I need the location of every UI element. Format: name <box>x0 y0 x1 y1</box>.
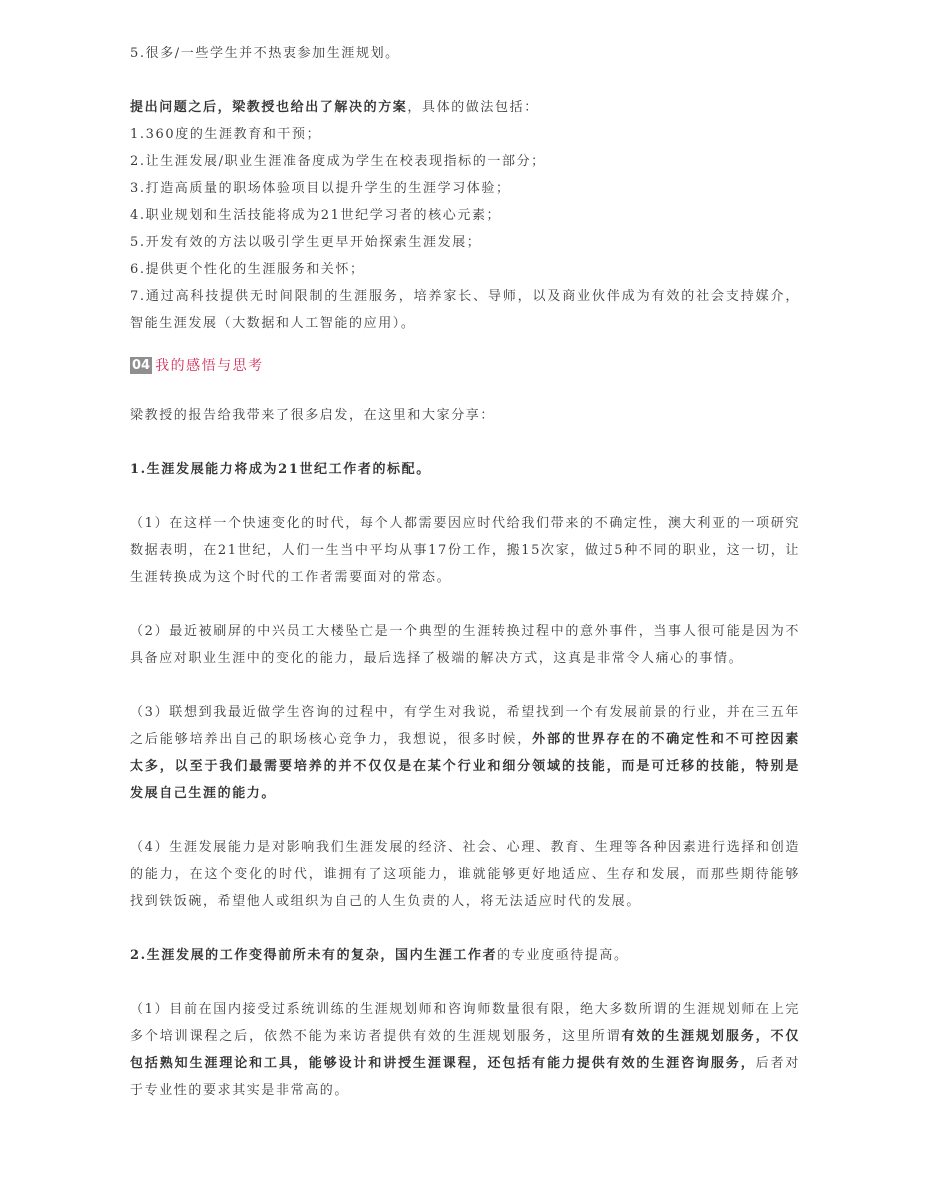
point-1-paragraph-3 <box>130 699 800 807</box>
point-2-heading-bold: 2.生涯发展的工作变得前所未有的复杂，国内生涯工作者 <box>130 948 498 963</box>
solutions-intro-rest: ，具体的做法包括： <box>407 100 539 115</box>
spacer <box>130 591 800 618</box>
point-2-p1-rest: 后者对于专业性的要求其实是非常高的。 <box>130 1056 800 1098</box>
intro-item: 5.很多/一些学生并不热衷参加生涯规划。 <box>130 46 400 61</box>
point-1-paragraph-1: （1）在这样一个快速变化的时代，每个人都需要因应时代给我们带来的不确定性，澳大利亚的一项研究数据表明，在21世纪，人们一生当中平均从事17份工作，搬15次家，做过5种不同的职业，这一切，让生涯转换成为这个时代的工作者需要面对的常态。 <box>130 516 800 585</box>
point-2-p1-normal: （1）目前在国内接受过系统训练的生涯规划师和咨询师数量很有限，绝大多数所谓的生涯规划师在上完多个培训课程之后，依然不能为来访者提供有效的生涯规划服务，这里所谓 <box>130 1002 800 1044</box>
spacer <box>130 377 800 402</box>
solution-item: 4.职业规划和生活技能将成为21世纪学习者的核心元素； <box>130 208 502 223</box>
point-2-paragraph-1 <box>130 996 800 1104</box>
solution-item: 7.通过高科技提供无时间限制的生涯服务，培养家长、导师，以及商业伙伴成为有效的社会支持媒介，智能生涯发展（大数据和人工智能的应用）。 <box>130 289 800 331</box>
section-number-badge: 04 <box>132 357 151 373</box>
spacer <box>130 67 800 94</box>
spacer <box>130 915 800 942</box>
solution-item: 5.开发有效的方法以吸引学生更早开始探索生涯发展； <box>130 235 482 250</box>
spacer <box>130 483 800 510</box>
spacer <box>130 807 800 834</box>
section-title: 我的感悟与思考 <box>155 358 264 374</box>
solutions-intro-bold: 提出问题之后，梁教授也给出了解决的方案 <box>130 100 408 115</box>
spacer <box>130 672 800 699</box>
article-body <box>130 40 800 1104</box>
point-2-p1-bold: 有效的生涯规划服务，不仅包括熟知生涯理论和工具，能够设计和讲授生涯课程，还包括有能力提供有效的生涯咨询服务， <box>130 1029 800 1071</box>
solution-item: 3.打造高质量的职场体验项目以提升学生的生涯学习体验； <box>130 181 511 196</box>
point-1-heading: 1.生涯发展能力将成为21世纪工作者的标配。 <box>130 462 431 477</box>
spacer <box>130 969 800 996</box>
solution-item: 2.让生涯发展/职业生涯准备度成为学生在校表现指标的一部分； <box>130 154 546 169</box>
paragraph-3-normal: （3）联想到我最近做学生咨询的过程中，有学生对我说，希望找到一个有发展前景的行业，并在三五年之后能够培养出自己的职场核心竞争力，我想说，很多时候， <box>130 705 800 747</box>
solution-item: 1.360度的生涯教育和干预； <box>130 127 322 142</box>
section-intro: 梁教授的报告给我带来了很多启发，在这里和大家分享： <box>130 408 496 423</box>
section-heading <box>130 353 800 377</box>
point-2-heading <box>130 942 800 969</box>
solution-item: 6.提供更个性化的生涯服务和关怀； <box>130 262 365 277</box>
point-2-heading-rest: 的专业度亟待提高。 <box>497 948 629 963</box>
point-1-paragraph-2: （2）最近被刷屏的中兴员工大楼坠亡是一个典型的生涯转换过程中的意外事件，当事人很可能是因为不具备应对职业生涯中的变化的能力，最后选择了极端的解决方式，这真是非常令人痛心的事情。 <box>130 624 800 666</box>
solutions-intro <box>130 94 800 121</box>
spacer <box>130 429 800 456</box>
point-1-paragraph-4: （4）生涯发展能力是对影响我们生涯发展的经济、社会、心理、教育、生理等各种因素进行选择和创造的能力，在这个变化的时代，谁拥有了这项能力，谁就能够更好地适应、生存和发展，而那些期待能够找到铁饭碗，希望他人或组织为自己的人生负责的人，将无法适应时代的发展。 <box>130 840 800 909</box>
paragraph-3-bold: 外部的世界存在的不确定性和不可控因素太多，以至于我们最需要培养的并不仅仅是在某个行业和细分领域的技能，而是可迁移的技能，特别是发展自己生涯的能力。 <box>130 732 800 801</box>
